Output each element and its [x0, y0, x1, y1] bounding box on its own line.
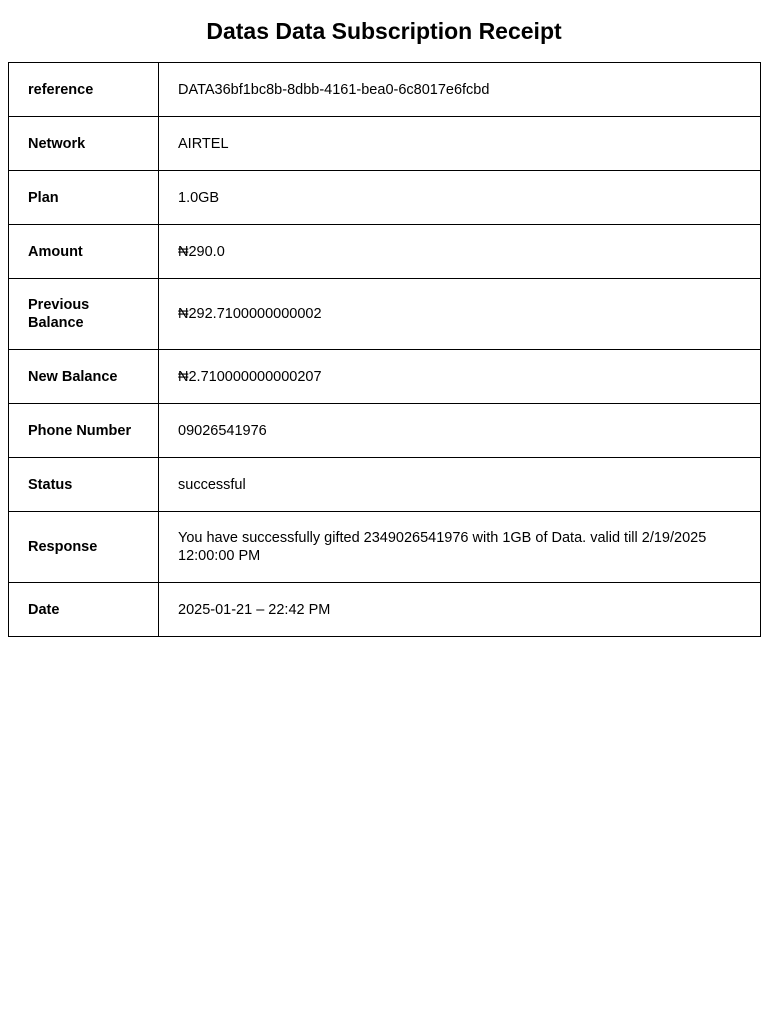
row-label-date: Date — [9, 583, 159, 637]
table-row-reference — [9, 63, 761, 117]
row-value-status: successful — [159, 458, 761, 512]
table-row-new-balance — [9, 350, 761, 404]
row-value-response: You have successfully gifted 2349026541976 with 1GB of Data. valid till 2/19/2025 12:00:00 PM — [159, 512, 761, 583]
row-value-date: 2025-01-21 – 22:42 PM — [159, 583, 761, 637]
row-value-previous-balance: ₦292.7100000000002 — [159, 279, 761, 350]
page-title: Datas Data Subscription Receipt — [206, 18, 562, 44]
row-value-phone-number: 09026541976 — [159, 404, 761, 458]
row-label-reference: reference — [9, 63, 159, 117]
table-row-response — [9, 512, 761, 583]
table-row-phone-number — [9, 404, 761, 458]
table-row-plan — [9, 171, 761, 225]
row-label-previous-balance: Previous Balance — [9, 279, 159, 350]
table-row-status — [9, 458, 761, 512]
row-label-amount: Amount — [9, 225, 159, 279]
row-label-plan: Plan — [9, 171, 159, 225]
row-label-new-balance: New Balance — [9, 350, 159, 404]
row-value-new-balance: ₦2.710000000000207 — [159, 350, 761, 404]
receipt-table — [8, 62, 761, 637]
row-value-plan: 1.0GB — [159, 171, 761, 225]
table-row-date — [9, 583, 761, 637]
row-value-network: AIRTEL — [159, 117, 761, 171]
table-row-network — [9, 117, 761, 171]
table-row-amount — [9, 225, 761, 279]
row-value-amount: ₦290.0 — [159, 225, 761, 279]
row-label-status: Status — [9, 458, 159, 512]
table-row-previous-balance — [9, 279, 761, 350]
row-label-phone-number: Phone Number — [9, 404, 159, 458]
row-value-reference: DATA36bf1bc8b-8dbb-4161-bea0-6c8017e6fcbd — [159, 63, 761, 117]
row-label-network: Network — [9, 117, 159, 171]
row-label-response: Response — [9, 512, 159, 583]
